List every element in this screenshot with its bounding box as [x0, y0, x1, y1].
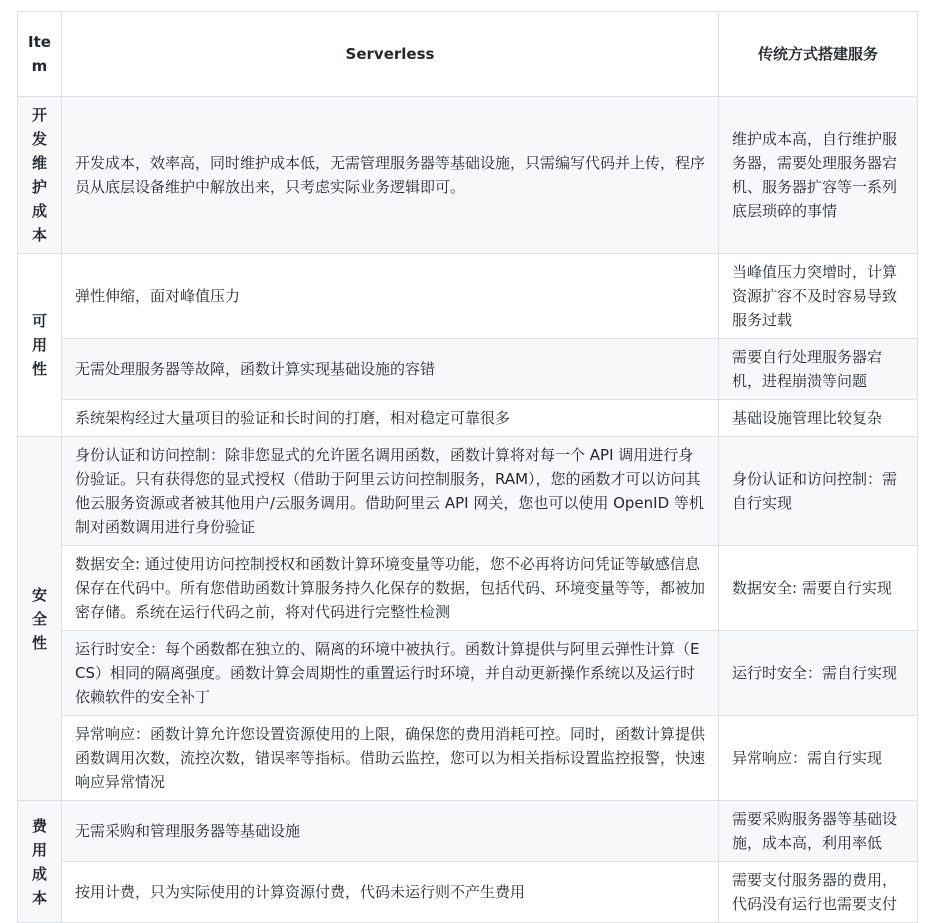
serverless-cell: 异常响应：函数计算允许您设置资源使用的上限，确保您的费用消耗可控。同时，函数计算提供函数调用次数，流控次数，错误率等指标。借助云监控，您可以为相关指标设置监控报警，快速响应异常情况: [62, 716, 719, 801]
traditional-cell: 异常响应：需自行实现: [719, 716, 918, 801]
table-row: [18, 254, 918, 339]
serverless-cell: 弹性伸缩，面对峰值压力: [62, 254, 719, 339]
category-cell: 安全性: [18, 437, 62, 801]
table-header-row: [18, 12, 918, 97]
serverless-cell: 无需处理服务器等故障，函数计算实现基础设施的容错: [62, 339, 719, 400]
category-cell: 开发维护成本: [18, 97, 62, 254]
serverless-cell: 按用计费，只为实际使用的计算资源付费，代码未运行则不产生费用: [62, 862, 719, 923]
serverless-cell: 运行时安全：每个函数都在独立的、隔离的环境中被执行。函数计算提供与阿里云弹性计算（ECS）相同的隔离强度。函数计算会周期性的重置运行时环境，并自动更新操作系统以及运行时依赖软件的安全补丁: [62, 631, 719, 716]
serverless-cell: 开发成本，效率高，同时维护成本低，无需管理服务器等基础设施，只需编写代码并上传，程序员从底层设备维护中解放出来，只考虑实际业务逻辑即可。: [62, 97, 719, 254]
traditional-cell: 数据安全: 需要自行实现: [719, 546, 918, 631]
table-row: [18, 801, 918, 862]
traditional-cell: 需要支付服务器的费用，代码没有运行也需要支付: [719, 862, 918, 923]
comparison-table-wrapper: [17, 11, 917, 923]
category-cell: 可用性: [18, 254, 62, 437]
table-row: [18, 546, 918, 631]
traditional-cell: 需要自行处理服务器宕机，进程崩溃等问题: [719, 339, 918, 400]
table-row: [18, 862, 918, 923]
serverless-cell: 系统架构经过大量项目的验证和长时间的打磨，相对稳定可靠很多: [62, 400, 719, 437]
traditional-cell: 需要采购服务器等基础设施，成本高，利用率低: [719, 801, 918, 862]
table-row: [18, 631, 918, 716]
table-row: [18, 437, 918, 546]
traditional-cell: 维护成本高，自行维护服务器，需要处理服务器宕机、服务器扩容等一系列底层琐碎的事情: [719, 97, 918, 254]
traditional-cell: 基础设施管理比较复杂: [719, 400, 918, 437]
traditional-cell: 当峰值压力突增时，计算资源扩容不及时容易导致服务过载: [719, 254, 918, 339]
category-cell: 费用成本: [18, 801, 62, 923]
serverless-cell: 身份认证和访问控制：除非您显式的允许匿名调用函数，函数计算将对每一个 API 调用进行身份验证。只有获得您的显式授权（借助于阿里云访问控制服务，RAM），您的函数才可以访问其他云服务资源或者被其他用户/云服务调用。借助阿里云 API 网关，您也可以使用 OpenID 等机制对函数调用进行身份验证: [62, 437, 719, 546]
table-row: [18, 339, 918, 400]
serverless-cell: 数据安全: 通过使用访问控制授权和函数计算环境变量等功能，您不必再将访问凭证等敏感信息保存在代码中。所有您借助函数计算服务持久化保存的数据，包括代码、环境变量等等，都被加密存储。系统在运行代码之前，将对代码进行完整性检测: [62, 546, 719, 631]
serverless-cell: 无需采购和管理服务器等基础设施: [62, 801, 719, 862]
table-row: [18, 400, 918, 437]
header-serverless: Serverless: [62, 12, 719, 97]
header-item: Item: [18, 12, 62, 97]
comparison-table: [17, 11, 918, 923]
traditional-cell: 身份认证和访问控制：需自行实现: [719, 437, 918, 546]
header-traditional: 传统方式搭建服务: [719, 12, 918, 97]
traditional-cell: 运行时安全：需自行实现: [719, 631, 918, 716]
table-row: [18, 97, 918, 254]
table-row: [18, 716, 918, 801]
